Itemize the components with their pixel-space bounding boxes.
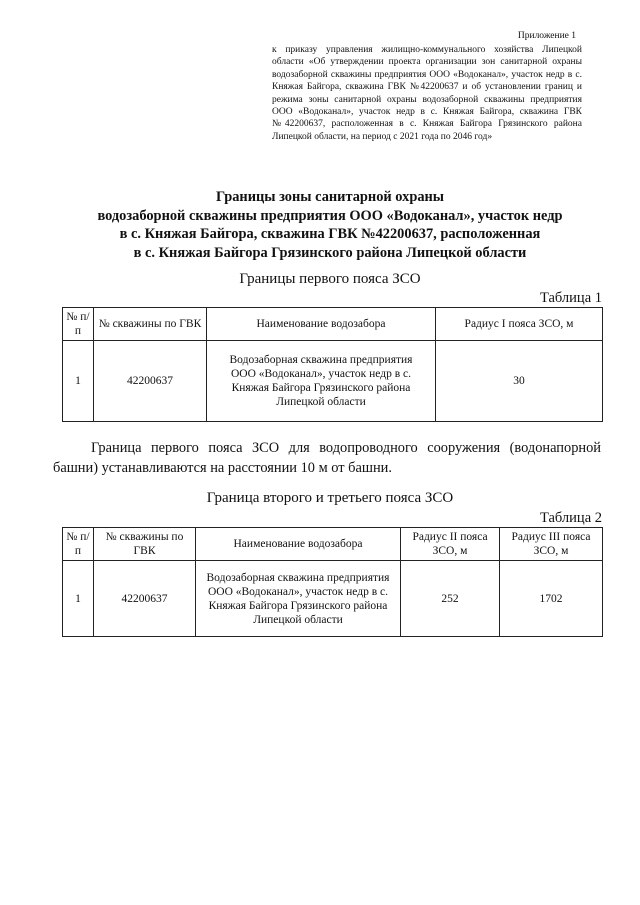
table1-cell-number: 1 xyxy=(63,341,94,422)
table2-header-row xyxy=(63,528,603,561)
table-1 xyxy=(62,307,603,422)
heading-line-2: водозаборной скважины предприятия ООО «Водоканал», участок недр xyxy=(97,207,563,224)
table2-header-name: Наименование водозабора xyxy=(196,528,401,561)
table2-header-number: № п/п xyxy=(63,528,94,561)
heading-line-4: в с. Княжая Байгора Грязинского района Липецкой области xyxy=(133,244,527,261)
table1-header-name: Наименование водозабора xyxy=(207,308,436,341)
table-2 xyxy=(62,527,603,637)
table1-header-row xyxy=(63,308,603,341)
table2-label: Таблица 2 xyxy=(539,510,602,526)
table2-cell-radius-2: 252 xyxy=(401,561,500,637)
table-row xyxy=(63,341,603,422)
table1-header-well: № скважины по ГВК xyxy=(94,308,207,341)
table1-label: Таблица 1 xyxy=(539,290,602,306)
body-paragraph: Граница первого пояса ЗСО для водопроводного сооружения (водонапорной башни) устанавливаются на расстоянии 10 м от башни. xyxy=(53,440,601,476)
table1-cell-well: 42200637 xyxy=(94,341,207,422)
table2-cell-well: 42200637 xyxy=(94,561,196,637)
table2-cell-name: Водозаборная скважина предприятия ООО «Водоканал», участок недр в с. Княжая Байгора Грязинского района Липецкой области xyxy=(196,561,401,637)
section2-title: Граница второго и третьего пояса ЗСО xyxy=(206,490,454,506)
heading-line-1: Границы зоны санитарной охраны xyxy=(215,189,445,205)
table1-header-radius: Радиус I пояса ЗСО, м xyxy=(436,308,603,341)
table2-cell-number: 1 xyxy=(63,561,94,637)
section1-title: Границы первого пояса ЗСО xyxy=(239,271,421,287)
table2-cell-radius-3: 1702 xyxy=(500,561,603,637)
document-heading xyxy=(60,188,600,262)
table2-header-well: № скважины по ГВК xyxy=(94,528,196,561)
table1-header-number: № п/п xyxy=(63,308,94,341)
table-row xyxy=(63,561,603,637)
table2-header-radius-2: Радиус II пояса ЗСО, м xyxy=(401,528,500,561)
appendix-title: Приложение 1 xyxy=(517,31,576,41)
table2-header-radius-3: Радиус III пояса ЗСО, м xyxy=(500,528,603,561)
heading-line-3: в с. Княжая Байгора, скважина ГВК №42200637, расположенная xyxy=(119,226,541,242)
appendix-text: к приказу управления жилищно-коммунального хозяйства Липецкой области «Об утверждении проекта организации зон санитарной охраны водозаборной скважины предприятия ООО «Водоканал», участок недр в с. Княжая Байгора, скважина ГВК №42200637 и об установлении границ и режима зоны санитарной охраны водозаборной скважины предприятия ООО «Водоканал», участок недр в с. Княжая Байгора, скважина ГВК №42200637, расположенная в с. Княжая Байгора Грязинского района Липецкой области, на период с 2021 года по 2046 год» xyxy=(272,45,582,142)
table1-cell-radius: 30 xyxy=(436,341,603,422)
table1-cell-name: Водозаборная скважина предприятия ООО «Водоканал», участок недр в с. Княжая Байгора Грязинского района Липецкой области xyxy=(207,341,436,422)
